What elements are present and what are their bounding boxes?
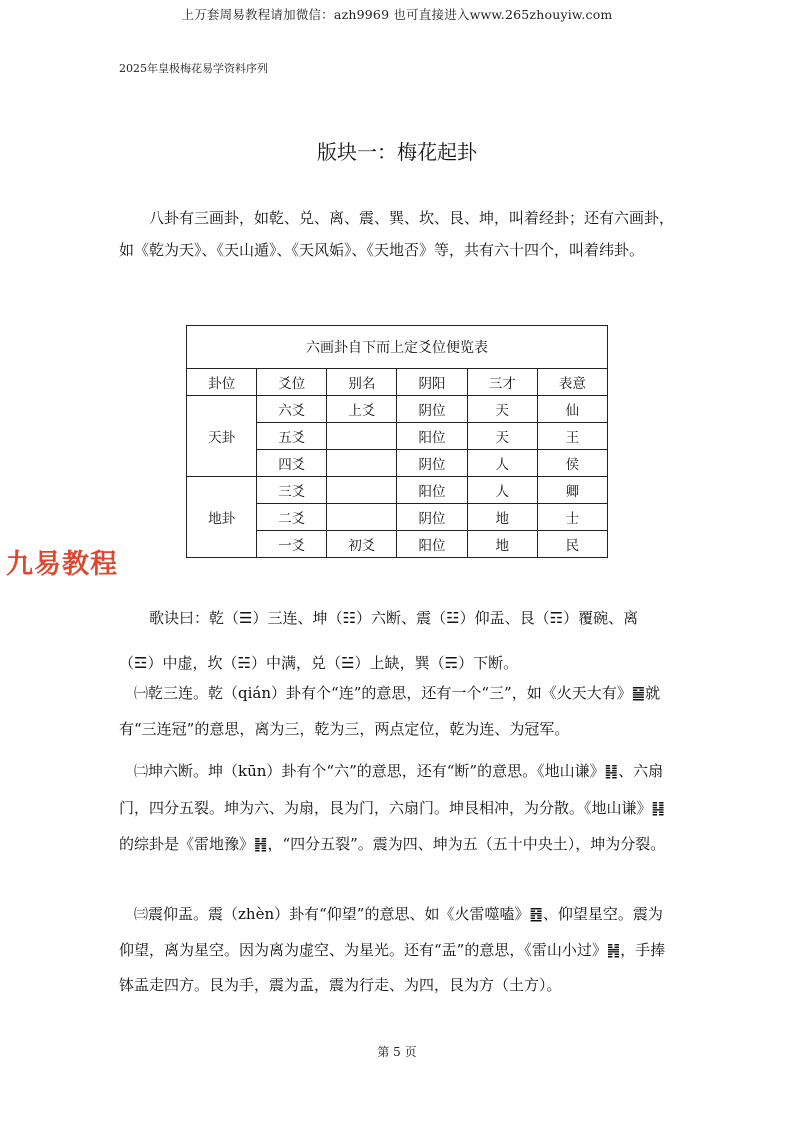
trigram-gen-icon: ☶ xyxy=(549,609,564,627)
table-cell: 仙 xyxy=(537,396,607,423)
intro-paragraph: 八卦有三画卦，如乾、兑、离、震、巽、坎、艮、坤，叫着经卦；还有六画卦，如《乾为天》、《天山遁》、《天风姤》、《天地否》等，共有六十四个，叫着纬卦。 xyxy=(119,209,675,259)
hexagram-qian-modesty-icon: ䷎ xyxy=(604,762,619,780)
mnemonic-item: 坤（☷）六断 xyxy=(312,609,402,627)
group-cell: 地卦 xyxy=(187,477,257,558)
hexagram-yu-icon: ䷏ xyxy=(254,835,268,853)
table-cell: 人 xyxy=(467,450,537,477)
table-cell: 地 xyxy=(467,504,537,531)
table-caption: 六画卦自下而上定爻位便览表 xyxy=(187,326,608,369)
trigram-qian-icon: ☰ xyxy=(239,609,253,627)
trigram-xun-icon: ☴ xyxy=(444,654,459,672)
table-cell: 初爻 xyxy=(327,531,397,558)
header-cell: 三才 xyxy=(467,369,537,396)
trigram-dui-icon: ☱ xyxy=(341,654,355,672)
section-three-paragraph: ㈢震仰盂。震（zhèn）卦有“仰望”的意思、如《火雷噬嗑》䷔、仰望星空。震为仰望，离为星空。因为离为虚空、为星光。还有“盂”的意思，《雷山小过》䷽，手捧钵盂走四方。艮为手，震为盂，震为行走、为四，艮为方（土方）。 xyxy=(119,905,666,994)
trigram-kan-icon: ☵ xyxy=(237,654,251,672)
group-cell: 天卦 xyxy=(187,396,257,477)
table-cell: 天 xyxy=(467,396,537,423)
table-cell: 一爻 xyxy=(257,531,327,558)
bullet-two: ㈡ xyxy=(134,764,149,780)
table-cell: 民 xyxy=(537,531,607,558)
table-cell: 阳位 xyxy=(397,423,467,450)
mnemonic-paragraph: 歌诀曰：乾（☰）三连、坤（☷）六断、震（☳）仰盂、艮（☶）覆碗、离（☲）中虚，坎（☵）中满，兑（☱）上缺，巽（☴）下断。 xyxy=(119,609,639,672)
hexagram-dayou-icon: ䷍ xyxy=(631,684,646,702)
table-cell xyxy=(327,423,397,450)
header-cell: 卦位 xyxy=(187,369,257,396)
bullet-one: ㈠ xyxy=(134,686,149,702)
table-cell: 五爻 xyxy=(257,423,327,450)
table-cell xyxy=(327,477,397,504)
table-cell: 阴位 xyxy=(397,450,467,477)
table-cell: 卿 xyxy=(537,477,607,504)
table-cell: 阴位 xyxy=(397,504,467,531)
section-one-paragraph: ㈠乾三连。乾（qián）卦有个“连”的意思，还有一个“三”，如《火天大有》䷍就有“三连冠”的意思，离为三，乾为三，两点定位，乾为连、为冠军。 xyxy=(119,684,661,738)
table-row xyxy=(187,396,608,423)
section-two-paragraph: ㈡坤六断。坤（kūn）卦有个“六”的意思，还有“断”的意思。《地山谦》䷎、六扇门，四分五裂。坤为六、为扇，艮为门，六扇门。坤艮相冲，为分散。《地山谦》䷎的综卦是《雷地豫》䷏，“四分五裂”。震为四、坤为五（五十中央土），坤为分裂。 xyxy=(119,762,666,853)
table-cell: 三爻 xyxy=(257,477,327,504)
table-cell: 王 xyxy=(537,423,607,450)
table-cell: 士 xyxy=(537,504,607,531)
hexagram-shihe-icon: ䷔ xyxy=(529,905,543,923)
table-cell: 阳位 xyxy=(397,531,467,558)
table-cell: 人 xyxy=(467,477,537,504)
series-header: 2025年皇极梅花易学资料序列 xyxy=(119,62,268,75)
table-cell: 侯 xyxy=(537,450,607,477)
bullet-three: ㈢ xyxy=(134,907,149,923)
table-cell: 阳位 xyxy=(397,477,467,504)
mnemonic-item: 巽（☴）下断 xyxy=(414,654,504,672)
watermark-logo: 九易教程 xyxy=(6,549,118,580)
mnemonic-item: 震（☳）仰盂 xyxy=(416,609,505,627)
table-cell: 阴位 xyxy=(397,396,467,423)
table-cell: 上爻 xyxy=(327,396,397,423)
table-cell: 二爻 xyxy=(257,504,327,531)
mnemonic-item: 兑（☱）上缺 xyxy=(311,654,400,672)
table-cell: 六爻 xyxy=(257,396,327,423)
trigram-kun-icon: ☷ xyxy=(342,609,357,627)
header-cell: 爻位 xyxy=(257,369,327,396)
section-title: 版块一：梅花起卦 xyxy=(317,140,477,164)
trigram-zhen-icon: ☳ xyxy=(446,609,460,627)
table-cell: 地 xyxy=(467,531,537,558)
table-cell: 四爻 xyxy=(257,450,327,477)
header-cell: 表意 xyxy=(537,369,607,396)
mnemonic-item: 离（☲）中虚 xyxy=(119,609,639,672)
hexagram-xiaoguo-icon: ䷽ xyxy=(606,941,621,959)
table-row xyxy=(187,477,608,504)
table-header-row xyxy=(187,369,608,396)
header-cell: 阴阳 xyxy=(397,369,467,396)
mnemonic-item: 艮（☶）覆碗 xyxy=(519,609,609,627)
top-banner: 上万套周易教程请加微信：azh9969 也可直接进入www.265zhouyiw.com xyxy=(181,7,613,22)
mnemonic-lead: 歌诀曰： xyxy=(149,609,210,627)
yao-position-table xyxy=(186,325,608,558)
table-cell xyxy=(327,504,397,531)
page-number: 第 5 页 xyxy=(377,1045,417,1059)
trigram-li-icon: ☲ xyxy=(134,654,148,672)
mnemonic-item: 乾（☰）三连 xyxy=(209,609,298,627)
header-cell: 别名 xyxy=(327,369,397,396)
mnemonic-item: 坎（☵）中满 xyxy=(207,654,297,672)
hexagram-qian-modesty-icon: ䷎ xyxy=(651,799,665,817)
table-cell: 天 xyxy=(467,423,537,450)
table-cell xyxy=(327,450,397,477)
